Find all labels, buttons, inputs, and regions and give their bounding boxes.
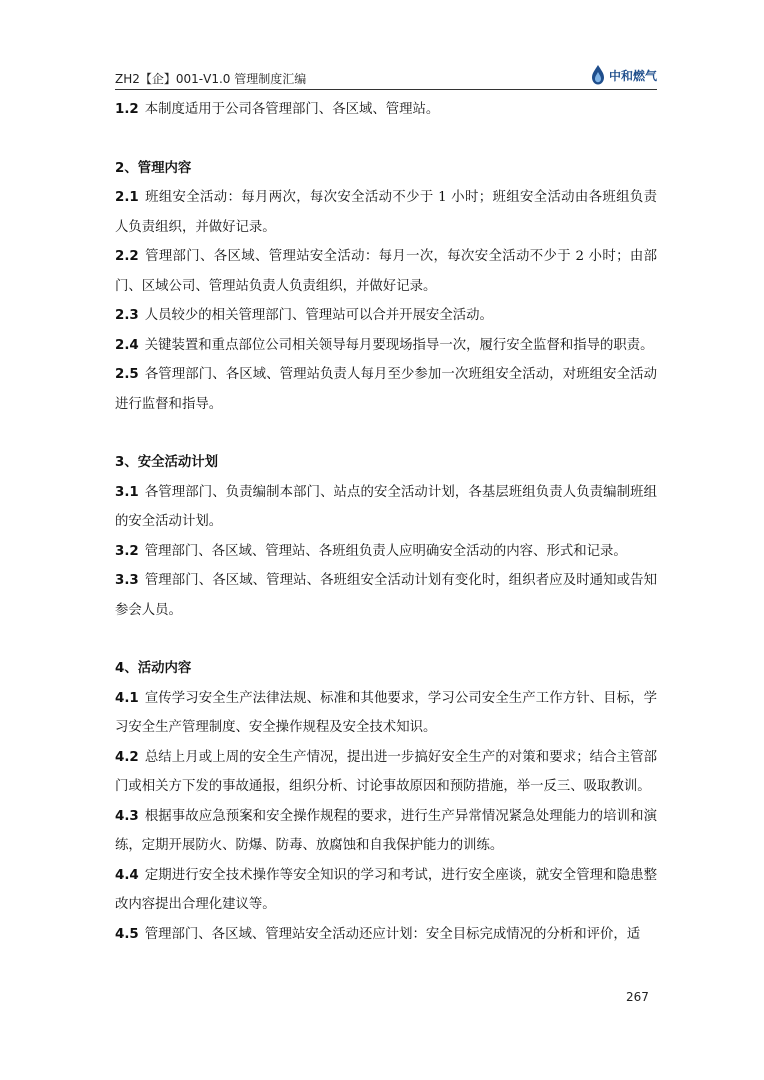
clause-text: 班组安全活动：每月两次，每次安全活动不少于 1 小时；班组安全活动由各班组负责人负责组织，并做好记录。 xyxy=(115,190,657,235)
clause-text: 本制度适用于公司各管理部门、各区域、管理站。 xyxy=(144,102,440,117)
clause-number: 2.3 xyxy=(115,308,139,323)
page-number: 267 xyxy=(626,990,649,1004)
document-body xyxy=(115,95,657,949)
clause-text: 管理部门、各区域、管理站、各班组负责人应明确安全活动的内容、形式和记录。 xyxy=(144,543,627,559)
clause-4-4 xyxy=(115,861,657,920)
clause-2-5 xyxy=(115,360,657,419)
clause-1-2 xyxy=(115,95,657,125)
clause-4-5 xyxy=(115,920,657,950)
clause-number: 3.1 xyxy=(115,484,139,500)
clause-text: 宣传学习安全生产法律法规、标准和其他要求，学习公司安全生产工作方针、目标，学习安全生产管理制度、安全操作规程及安全技术知识。 xyxy=(115,690,657,735)
section-heading-3: 3、安全活动计划 xyxy=(115,455,219,470)
clause-number: 2.1 xyxy=(115,190,139,205)
clause-text: 管理部门、各区域、管理站安全活动：每月一次，每次安全活动不少于 2 小时；由部门、区域公司、管理站负责人负责组织，并做好记录。 xyxy=(115,249,657,294)
clause-4-3 xyxy=(115,802,657,861)
clause-4-1 xyxy=(115,684,657,743)
clause-text: 关键装置和重点部位公司相关领导每月要现场指导一次，履行安全监督和指导的职责。 xyxy=(144,337,654,353)
clause-2-1 xyxy=(115,183,657,242)
clause-3-3 xyxy=(115,566,657,625)
section-heading-2: 2、管理内容 xyxy=(115,160,192,176)
clause-text: 人员较少的相关管理部门、管理站可以合并开展安全活动。 xyxy=(144,308,493,323)
clause-number: 2.4 xyxy=(115,337,139,353)
clause-text: 各管理部门、各区域、管理站负责人每月至少参加一次班组安全活动，对班组安全活动进行监督和指导。 xyxy=(115,367,657,412)
clause-text: 根据事故应急预案和安全操作规程的要求，进行生产异常情况紧急处理能力的培训和演练，定期开展防火、防爆、防毒、放腐蚀和自我保护能力的训练。 xyxy=(115,808,657,853)
page-header xyxy=(115,64,657,90)
clause-text: 管理部门、各区域、管理站、各班组安全活动计划有变化时，组织者应及时通知或告知参会人员。 xyxy=(115,573,657,618)
clause-2-4 xyxy=(115,331,657,361)
clause-number: 4.5 xyxy=(115,926,139,942)
flame-drop-icon xyxy=(590,64,606,86)
clause-number: 4.4 xyxy=(115,867,139,883)
header-divider xyxy=(115,89,657,90)
clause-number: 4.3 xyxy=(115,808,139,824)
clause-number: 1.2 xyxy=(115,102,139,117)
clause-number: 3.2 xyxy=(115,543,139,559)
clause-2-2 xyxy=(115,242,657,301)
clause-number: 2.5 xyxy=(115,367,139,382)
clause-4-2 xyxy=(115,743,657,802)
clause-3-1 xyxy=(115,478,657,537)
clause-text: 总结上月或上周的安全生产情况，提出进一步搞好安全生产的对策和要求；结合主管部门或相关方下发的事故通报，组织分析、讨论事故原因和预防措施，举一反三、吸取教训。 xyxy=(115,749,657,794)
logo-text: 中和燃气 xyxy=(608,68,657,83)
clause-2-3 xyxy=(115,301,657,331)
clause-number: 3.3 xyxy=(115,573,139,588)
clause-text: 各管理部门、负责编制本部门、站点的安全活动计划，各基层班组负责人负责编制班组的安全活动计划。 xyxy=(115,484,657,529)
company-logo xyxy=(590,64,657,86)
clause-number: 2.2 xyxy=(115,249,139,264)
section-heading-4: 4、活动内容 xyxy=(115,661,192,676)
clause-3-2 xyxy=(115,537,657,567)
clause-number: 4.1 xyxy=(115,690,139,706)
header-title: ZH2【企】001-V1.0 管理制度汇编 xyxy=(115,72,307,86)
clause-number: 4.2 xyxy=(115,749,139,765)
clause-text: 定期进行安全技术操作等安全知识的学习和考试，进行安全座谈，就安全管理和隐患整改内容提出合理化建议等。 xyxy=(115,867,657,912)
clause-text: 管理部门、各区域、管理站安全活动还应计划：安全目标完成情况的分析和评价，适 xyxy=(144,926,641,942)
